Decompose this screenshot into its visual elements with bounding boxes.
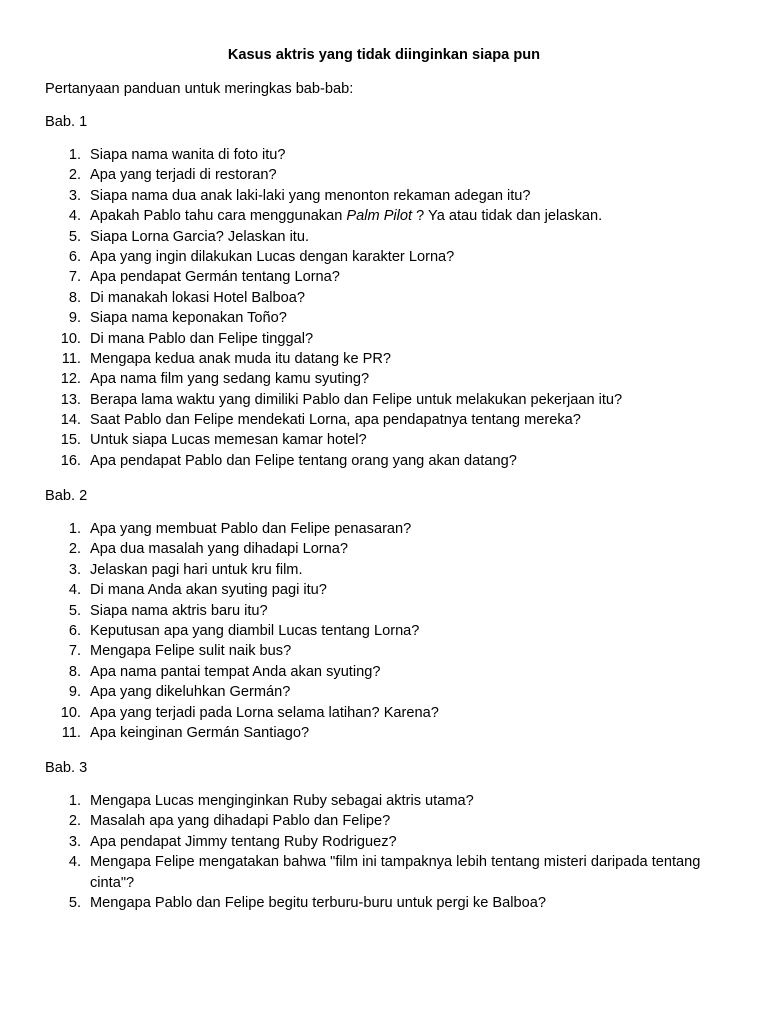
question-number: 5.	[68, 602, 81, 619]
section-heading-bab-3: Bab. 3	[45, 760, 88, 776]
question-text: Apa yang terjadi di restoran?	[90, 167, 277, 184]
question-text: Di mana Anda akan syuting pagi itu?	[90, 582, 327, 599]
question-number: 2.	[68, 813, 81, 830]
document-title: Kasus aktris yang tidak diinginkan siapa pun	[227, 47, 541, 63]
question-text: Apa pendapat Pablo dan Felipe tentang orang yang akan datang?	[90, 452, 517, 469]
question-number: 3.	[68, 561, 81, 578]
question-text: Apa yang dikeluhkan Germán?	[90, 684, 291, 701]
question-text: Di mana Pablo dan Felipe tinggal?	[90, 330, 314, 347]
question-number: 3.	[68, 833, 81, 850]
question-number: 1.	[68, 147, 81, 163]
intro-text: Pertanyaan panduan untuk meringkas bab-bab:	[45, 81, 354, 97]
question-text-part: Apakah Pablo tahu cara menggunakan	[90, 208, 347, 225]
question-text: Siapa nama wanita di foto itu?	[90, 147, 286, 163]
question-text: Mengapa Lucas menginginkan Ruby sebagai aktris utama?	[90, 793, 474, 809]
question-text: Saat Pablo dan Felipe mendekati Lorna, apa pendapatnya tentang mereka?	[90, 412, 581, 429]
question-text: Apa dua masalah yang dihadapi Lorna?	[90, 541, 349, 558]
question-number: 11.	[61, 350, 81, 367]
question-number: 1.	[68, 521, 81, 537]
question-number: 9.	[68, 684, 81, 701]
question-text: Apa nama film yang sedang kamu syuting?	[90, 371, 370, 388]
question-text-part: ? Ya atau tidak dan jelaskan.	[412, 208, 603, 225]
question-text: Apa keinginan Germán Santiago?	[90, 724, 310, 741]
question-number: 4.	[68, 854, 81, 871]
question-number: 4.	[68, 582, 81, 599]
question-number: 2.	[68, 541, 81, 558]
question-text: Siapa nama aktris baru itu?	[90, 602, 268, 619]
question-number: 10.	[60, 704, 81, 721]
question-number: 9.	[68, 310, 81, 327]
question-text: Siapa nama keponakan Toño?	[90, 310, 287, 327]
question-number: 7.	[68, 643, 81, 660]
question-text: Mengapa Felipe mengatakan bahwa "film ini tampaknya lebih tentang misteri daripada tentang cinta"?	[90, 854, 701, 891]
question-number: 15.	[60, 432, 81, 449]
question-text: Siapa Lorna Garcia? Jelaskan itu.	[90, 228, 310, 245]
question-text: Untuk siapa Lucas memesan kamar hotel?	[90, 432, 367, 449]
question-text: Jelaskan pagi hari untuk kru film.	[90, 561, 303, 578]
question-number: 10.	[60, 330, 81, 347]
question-text: Mengapa kedua anak muda itu datang ke PR?	[90, 350, 392, 367]
question-text: Apa pendapat Germán tentang Lorna?	[90, 269, 340, 286]
question-number: 3.	[68, 187, 81, 204]
question-text: Apa nama pantai tempat Anda akan syuting?	[90, 663, 381, 680]
question-text: Apa yang membuat Pablo dan Felipe penasaran?	[90, 521, 412, 537]
question-number: 11.	[61, 724, 81, 741]
question-text: Berapa lama waktu yang dimiliki Pablo dan Felipe untuk melakukan pekerjaan itu?	[90, 391, 623, 408]
question-text: Apa yang terjadi pada Lorna selama latihan? Karena?	[90, 704, 439, 721]
section-heading-bab-2: Bab. 2	[45, 488, 88, 504]
question-text	[90, 206, 730, 226]
question-number: 14.	[60, 412, 81, 429]
question-text: Keputusan apa yang diambil Lucas tentang Lorna?	[90, 622, 420, 639]
question-number: 16.	[60, 452, 81, 469]
question-number: 2.	[68, 167, 81, 184]
question-number: 8.	[68, 663, 81, 680]
question-number: 6.	[68, 248, 81, 265]
question-number: 13.	[60, 391, 81, 408]
question-text-italic: Palm Pilot	[346, 208, 413, 225]
question-text: Masalah apa yang dihadapi Pablo dan Felipe?	[90, 813, 391, 830]
question-number: 4.	[68, 208, 81, 225]
question-text: Di manakah lokasi Hotel Balboa?	[90, 289, 305, 306]
question-text: Apa yang ingin dilakukan Lucas dengan karakter Lorna?	[90, 248, 455, 265]
question-number: 5.	[68, 894, 81, 911]
question-text: Mengapa Pablo dan Felipe begitu terburu-buru untuk pergi ke Balboa?	[90, 894, 546, 911]
question-number: 12.	[60, 371, 81, 388]
question-number: 5.	[68, 228, 81, 245]
question-number: 1.	[68, 793, 81, 809]
question-text: Siapa nama dua anak laki-laki yang menonton rekaman adegan itu?	[90, 187, 531, 204]
question-number: 6.	[68, 622, 81, 639]
question-number: 8.	[68, 289, 81, 306]
question-number: 7.	[68, 269, 81, 286]
section-heading-bab-1: Bab. 1	[45, 114, 88, 130]
question-text: Apa pendapat Jimmy tentang Ruby Rodriguez?	[90, 833, 397, 850]
question-text: Mengapa Felipe sulit naik bus?	[90, 643, 292, 660]
